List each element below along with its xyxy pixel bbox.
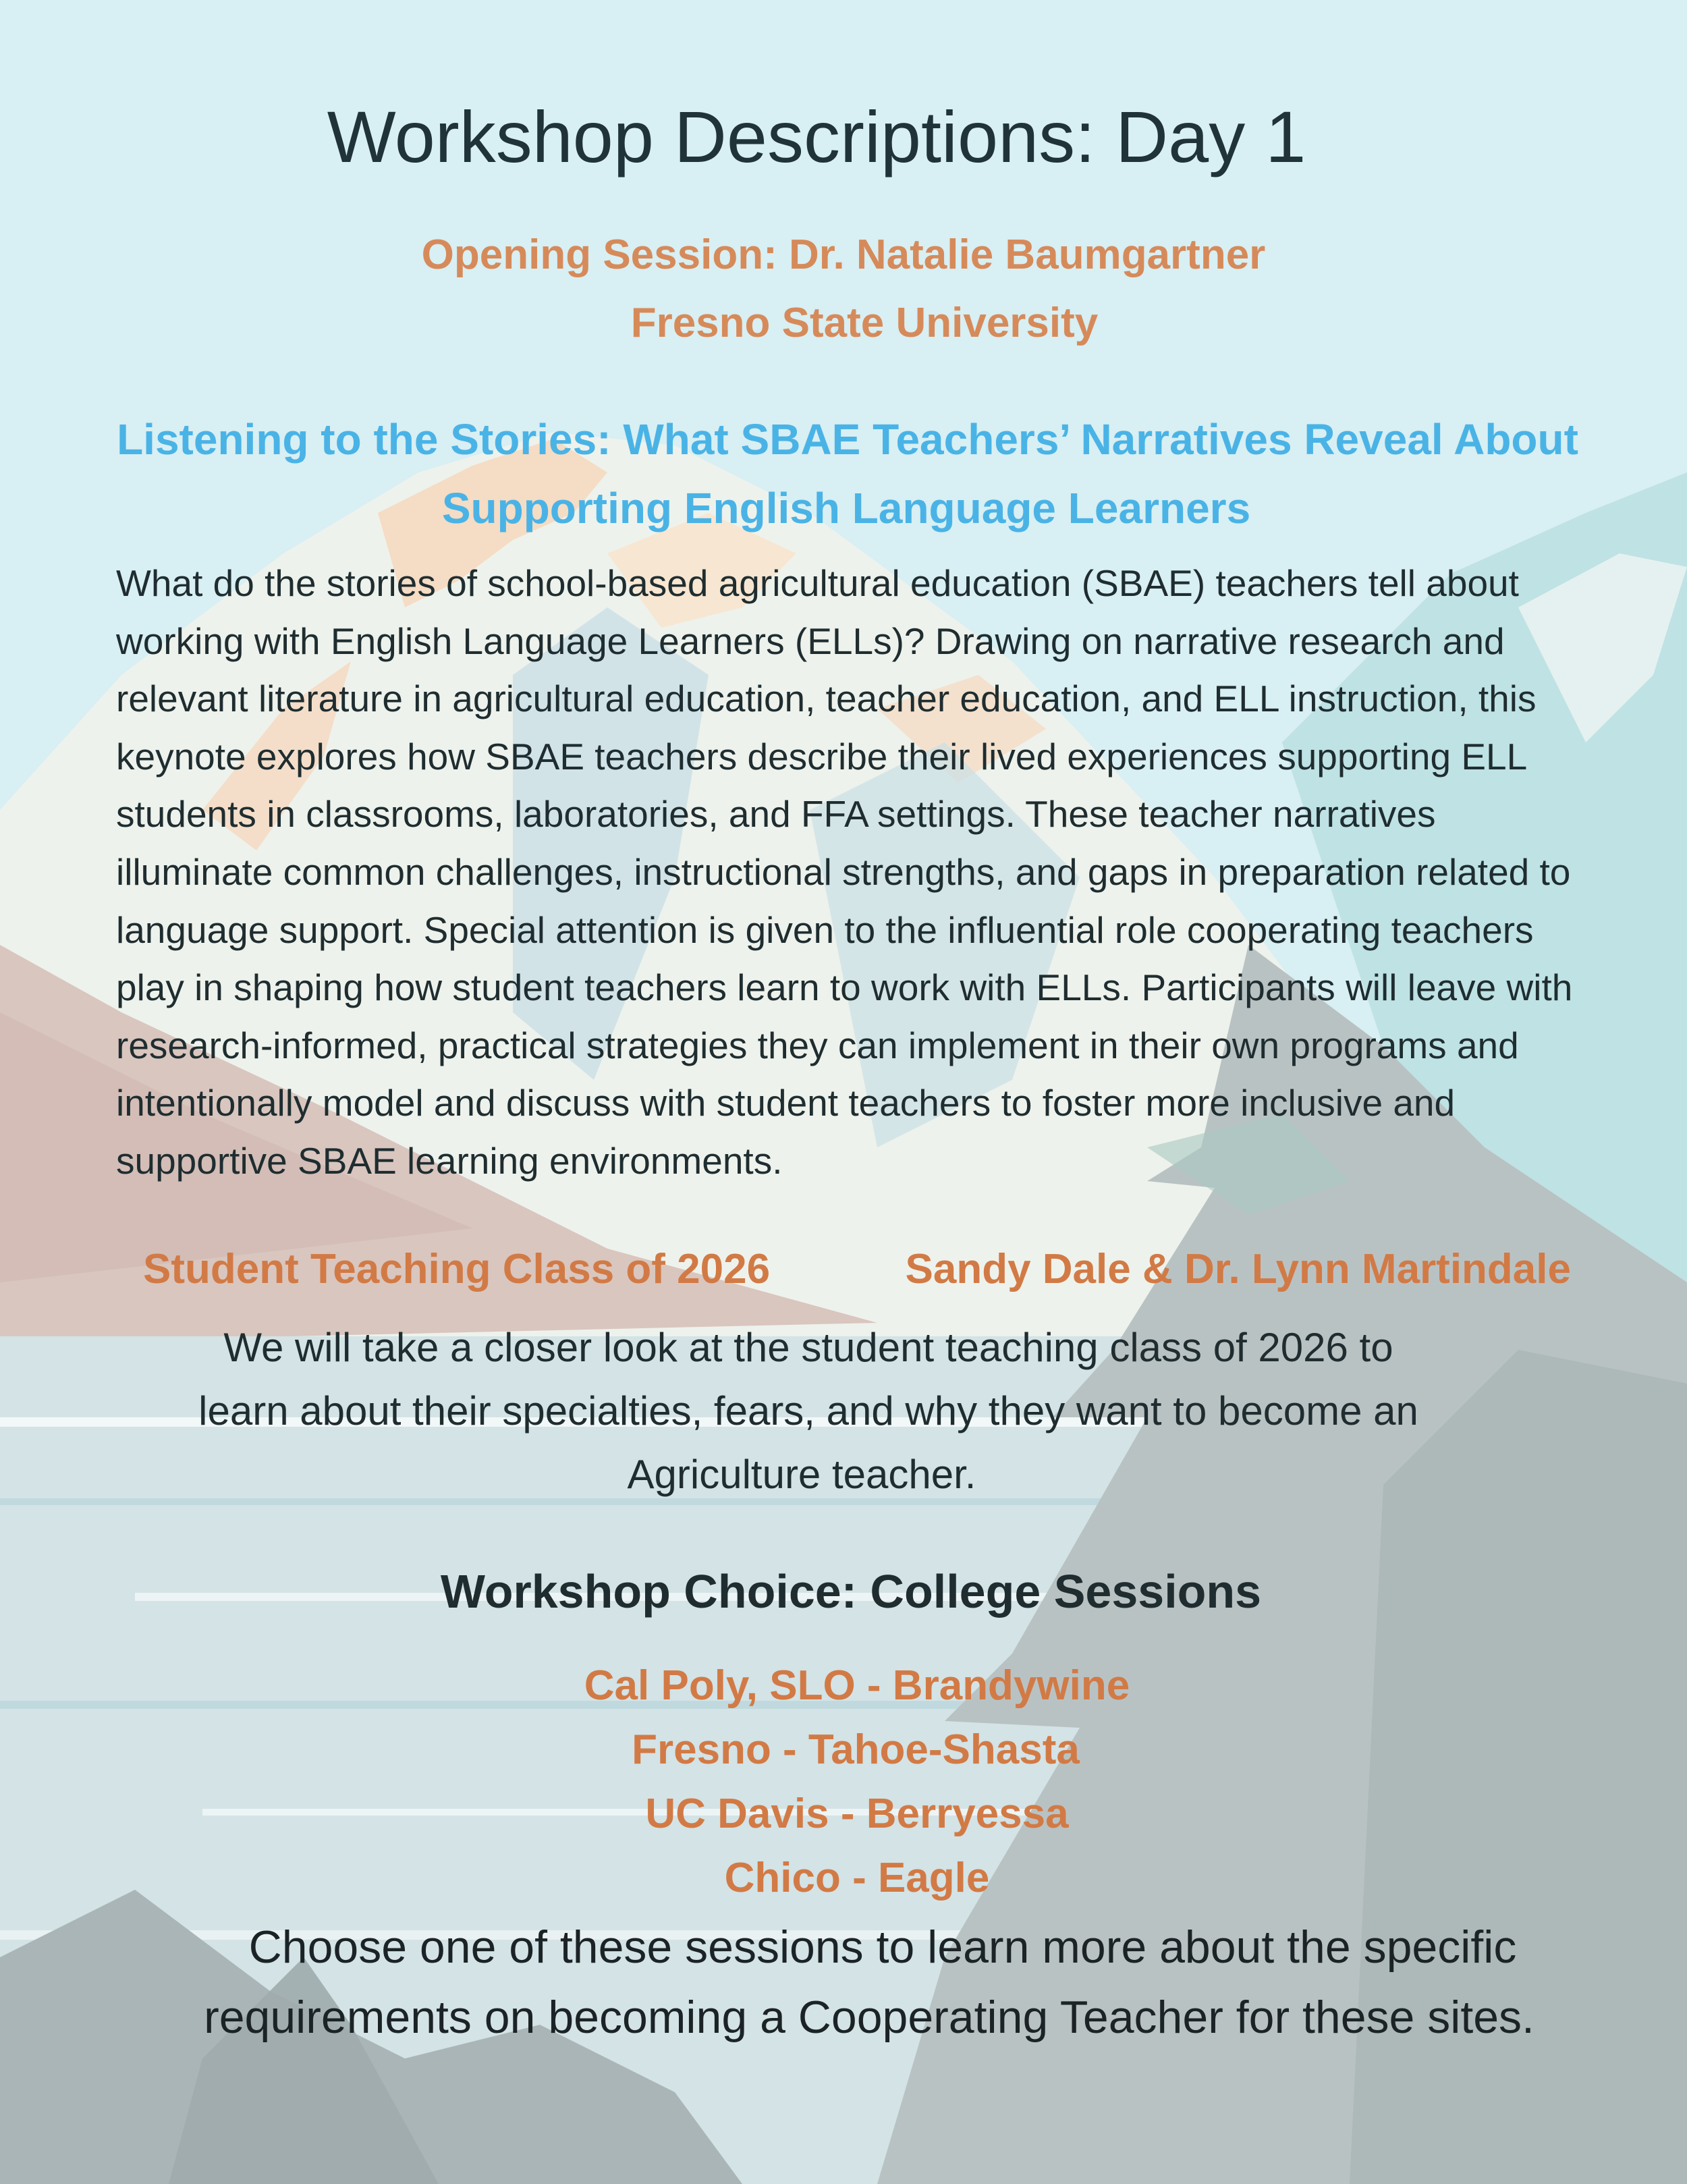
- keynote-description: [116, 555, 1634, 1191]
- keynote-description-line: supportive SBAE learning environments.: [116, 1139, 783, 1182]
- college-sessions-heading: Workshop Choice: College Sessions: [440, 1565, 1262, 1618]
- opening-session-speaker: Opening Session: Dr. Natalie Baumgartner: [421, 231, 1266, 278]
- closing-line: requirements on becoming a Cooperating Teacher for these sites.: [204, 1992, 1534, 2043]
- keynote-description-line: relevant literature in agricultural education, teacher education, and ELL instruction, this: [116, 678, 1537, 720]
- keynote-description-line: language support. Special attention is given to the influential role cooperating teachers: [116, 908, 1534, 951]
- college-session-site: Fresno - Tahoe-Shasta: [632, 1726, 1080, 1773]
- keynote-description-line: intentionally model and discuss with student teachers to foster more inclusive and: [116, 1082, 1456, 1124]
- college-session-site: UC Davis - Berryessa: [645, 1791, 1069, 1837]
- keynote-description-line: students in classrooms, laboratories, and FFA settings. These teacher narratives: [116, 793, 1436, 836]
- page-title: Workshop Descriptions: Day 1: [327, 96, 1306, 178]
- keynote-description-line: working with English Language Learners (ELLs)? Drawing on narrative research and: [116, 620, 1505, 662]
- student-teaching-description-line: learn about their specialties, fears, and why they want to become an: [198, 1388, 1418, 1434]
- student-teaching-presenters: Sandy Dale & Dr. Lynn Martindale: [905, 1246, 1571, 1292]
- opening-session-institution: Fresno State University: [630, 300, 1099, 346]
- keynote-description-line: illuminate common challenges, instructional strengths, and gaps in preparation related to: [116, 850, 1571, 893]
- keynote-description-line: keynote explores how SBAE teachers describe their lived experiences supporting ELL: [116, 735, 1528, 777]
- keynote-title-line-2: Supporting English Language Learners: [441, 484, 1251, 533]
- student-teaching-description-line: Agriculture teacher.: [627, 1452, 976, 1497]
- keynote-title-line-1: Listening to the Stories: What SBAE Teachers’ Narratives Reveal About: [117, 415, 1578, 464]
- college-session-site: Cal Poly, SLO - Brandywine: [584, 1662, 1130, 1709]
- college-session-site: Chico - Eagle: [724, 1855, 990, 1901]
- keynote-description-line: What do the stories of school-based agricultural education (SBAE) teachers tell about: [116, 562, 1519, 604]
- closing-line: Choose one of these sessions to learn more about the specific: [248, 1921, 1517, 1973]
- keynote-description-line: research-informed, practical strategies they can implement in their own programs and: [116, 1024, 1519, 1066]
- student-teaching-description-line: We will take a closer look at the student teaching class of 2026 to: [223, 1325, 1393, 1370]
- student-teaching-session-title: Student Teaching Class of 2026: [143, 1246, 771, 1292]
- keynote-description-line: play in shaping how student teachers learn to work with ELLs. Participants will leave with: [116, 966, 1573, 1009]
